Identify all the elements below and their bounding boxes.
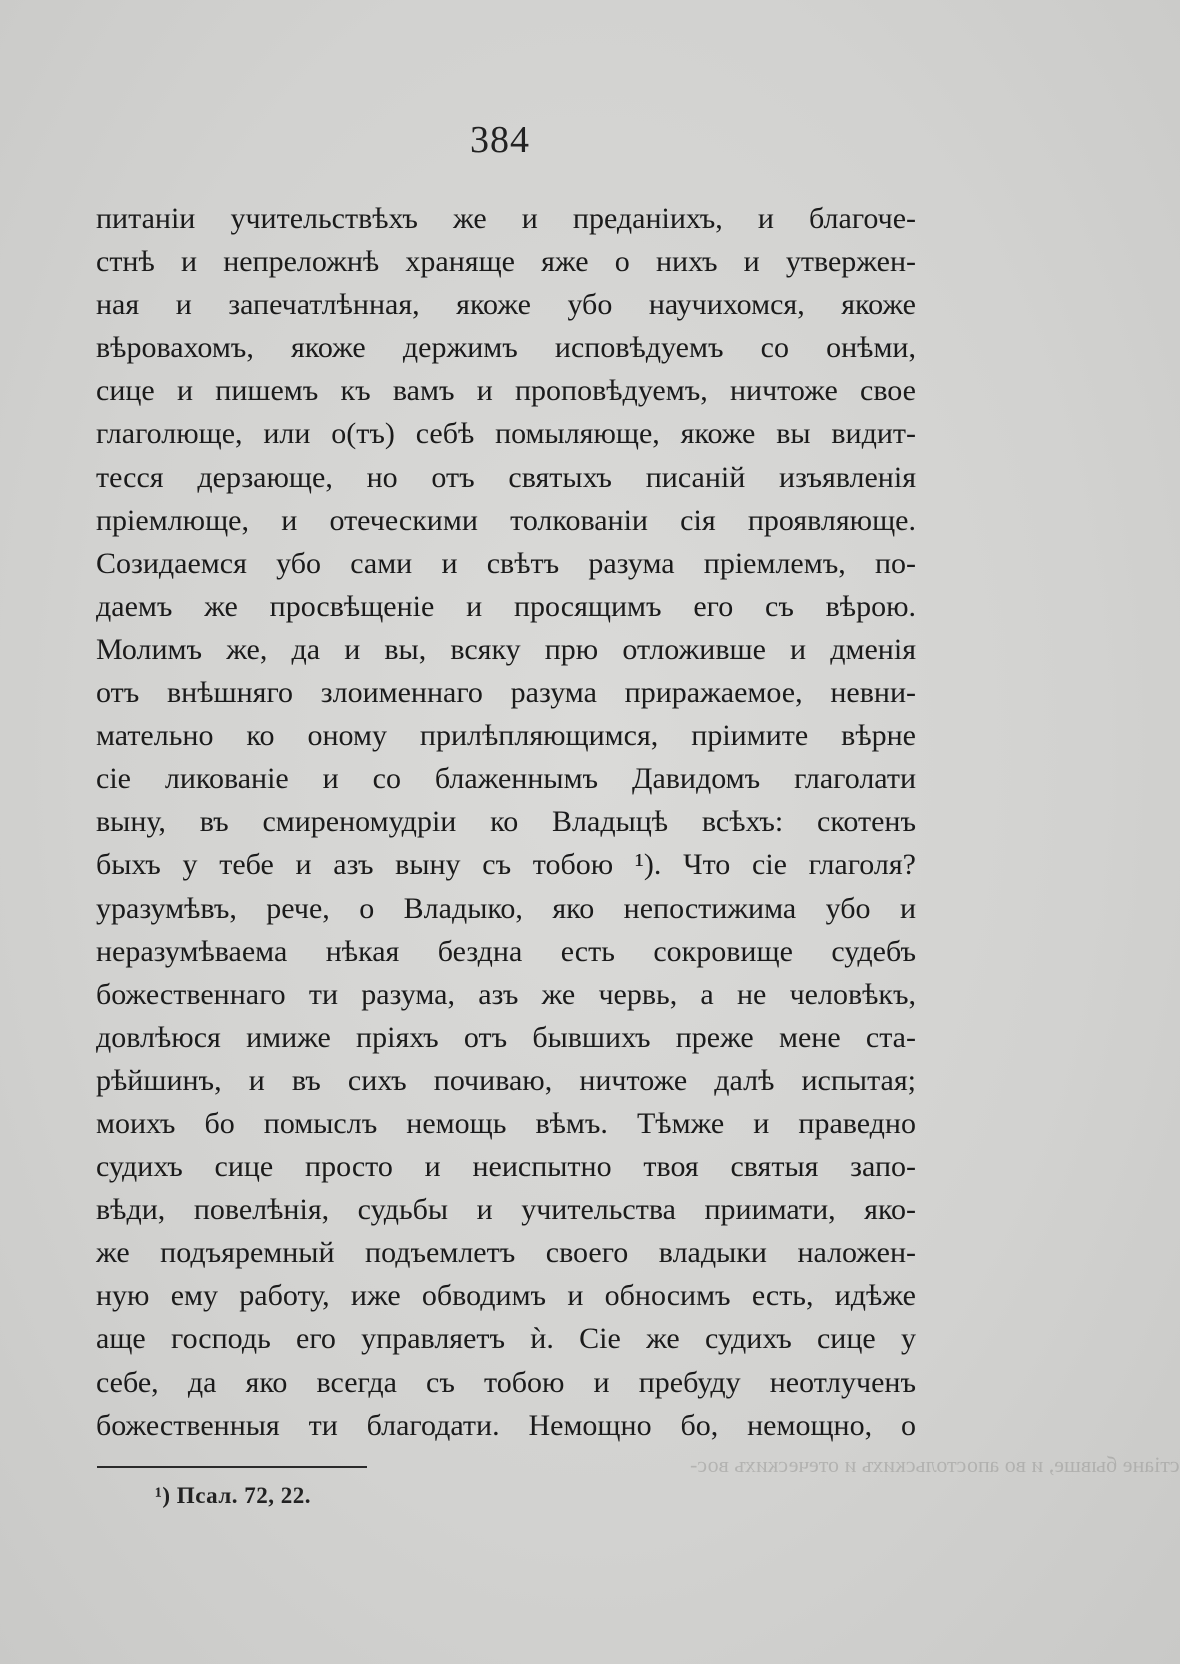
text-line: же подъяремный подъемлетъ своего владыки наложен- (96, 1236, 916, 1270)
text-line: мательно ко оному прилѣпляющимся, пріимите вѣрне (96, 719, 916, 753)
text-line: аще господь его управляетъ ѝ. Сіе же судихъ сице у (96, 1322, 916, 1356)
text-line: сіе ликованіе и со блаженнымъ Давидомъ глаголати (96, 762, 916, 796)
footnote: ¹) Псал. 72, 22. (155, 1483, 312, 1508)
text-line: вѣровахомъ, якоже держимъ исповѣдуемъ со онѣми, (96, 331, 916, 365)
text-line: глаголюще, или о(тъ) себѣ помыляюще, якоже вы видит- (96, 417, 916, 451)
text-line: ную ему работу, иже обводимъ и обносимъ есть, идѣже (96, 1279, 916, 1313)
text-line: божественнаго ти разума, азъ же червь, а не человѣкъ, (96, 977, 916, 1011)
text-line: Созидаемся убо сами и свѣтъ разума пріемлемъ, по- (96, 546, 916, 580)
text-line: тесся дерзающе, но отъ святыхъ писаній изъявленія (96, 460, 916, 494)
text-line: ная и запечатлѣнная, якоже убо научихомся, якоже (96, 288, 916, 322)
text-line: рѣйшинъ, и въ сихъ почиваю, ничтоже далѣ испытая; (96, 1063, 916, 1097)
text-line: питаніи учительствѣхъ же и преданіихъ, и благоче- (96, 202, 916, 235)
text-line: выну, въ смиреномудріи ко Владыцѣ всѣхъ: скотенъ (96, 805, 916, 839)
text-line: даемъ же просвѣщеніе и просящимъ его съ вѣрою. (96, 589, 916, 623)
text-line: быхъ у тебе и азъ выну съ тобою ¹). Что сіе глаголя? (96, 848, 916, 882)
text-line: моихъ бо помыслъ немощь вѣмъ. Тѣмже и праведно (96, 1106, 916, 1140)
text-line: неразумѣваема нѣкая бездна есть сокровище судебъ (96, 934, 916, 968)
footnote-divider (97, 1466, 367, 1468)
page-number: 384 (470, 119, 530, 161)
text-line: уразумѣвъ, рече, о Владыко, яко непостижима убо и (96, 891, 916, 925)
text-line: сице и пишемъ къ вамъ и проповѣдуемъ, ничтоже свое (96, 374, 916, 408)
text-line: божественныя ти благодати. Немощно бо, немощно, о (96, 1408, 916, 1442)
text-line: Молимъ же, да и вы, всяку прю отложивше и дменія (96, 632, 916, 666)
text-line: себе, да яко всегда съ тобою и пребуду неотлученъ (96, 1365, 916, 1399)
text-line: стнѣ и непреложнѣ храняще яже о нихъ и утвержен- (96, 245, 916, 279)
text-line: вѣди, повелѣнія, судьбы и учительства приимати, яко- (96, 1193, 916, 1227)
text-line: довлѣюся имиже пріяхъ отъ бывшихъ преже мене ста- (96, 1020, 916, 1054)
body-text (96, 197, 916, 1447)
bleed-through-text: стіане бывше, и во апостольскихъ и отеческихъ вос- (690, 1452, 1180, 1477)
text-line: пріемлюще, и отеческими толкованіи сія проявляюще. (96, 503, 916, 537)
text-line: отъ внѣшняго злоименнаго разума приражаемое, невни- (96, 676, 916, 710)
text-line: судихъ сице просто и неиспытно твоя святыя запо- (96, 1150, 916, 1184)
